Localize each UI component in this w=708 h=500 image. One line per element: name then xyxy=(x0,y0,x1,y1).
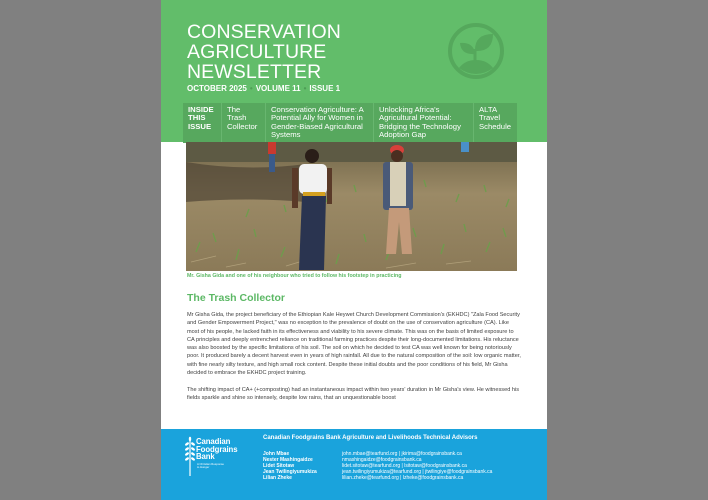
newsletter-title xyxy=(187,22,341,82)
toc-item-alta-travel[interactable]: ALTA Travel Schedule xyxy=(479,105,512,131)
title-line-1: CONSERVATION xyxy=(187,21,341,43)
title-line-2: AGRICULTURE xyxy=(187,41,327,63)
org-name-line: Canadian xyxy=(196,437,231,446)
photo-caption: Mr. Gisha Gida and one of his neighbour who tried to follow his footstep in practicing xyxy=(187,273,402,279)
advisors-list xyxy=(263,451,492,481)
title-line-3: NEWSLETTER xyxy=(187,61,322,83)
advisor-email[interactable]: john.mbae@tearfund.org | jkirima@foodgrainsbank.ca xyxy=(342,451,462,457)
article-paragraph: The shifting impact of CA+ (+composting) had an instantaneous impact within two years' duration in Mr Gisha's view. He witnessed his fields sparkle and shine so intensely, despite low rains, that an unquestionable boost xyxy=(187,386,520,402)
advisor-row xyxy=(263,475,492,481)
tagline-line: A Christian Response xyxy=(197,462,224,466)
org-name-line: Foodgrains xyxy=(196,444,238,454)
tagline-line: to Hunger xyxy=(197,465,210,470)
advisor-email[interactable]: lilian.zheke@tearfund.org | lzheke@foodgrainsbank.ca xyxy=(342,475,464,482)
issue-info xyxy=(187,84,340,93)
seedling-icon xyxy=(447,22,505,80)
foodgrains-bank-tagline xyxy=(197,463,224,469)
advisor-name: Lidet Sitotaw xyxy=(263,463,295,470)
article-body xyxy=(187,311,522,411)
wheat-icon xyxy=(183,436,197,476)
toc-item-trash-collector[interactable]: The Trash Collector xyxy=(222,103,266,143)
issue-number: ISSUE 1 xyxy=(309,84,341,93)
foodgrains-bank-logo xyxy=(183,436,253,482)
toc-heading: INSIDE THIS ISSUE xyxy=(183,103,222,143)
separator-dot: • xyxy=(303,84,307,93)
advisor-name: Lilian Zheke xyxy=(263,475,292,482)
separator-dot: • xyxy=(249,84,253,93)
advisor-name: Nester Mashingaidze xyxy=(263,457,313,464)
advisors-heading: Canadian Foodgrains Bank Agriculture and Livelihoods Technical Advisors xyxy=(263,435,478,441)
newsletter-page xyxy=(161,0,547,500)
table-of-contents xyxy=(183,103,517,143)
foodgrains-bank-name xyxy=(196,438,237,461)
advisor-name: John Mbae xyxy=(263,451,290,457)
issue-date: OCTOBER 2025 xyxy=(187,84,247,93)
advisor-email[interactable]: lidet.sitotaw@tearfund.org | lsitotaw@foodgrainsbank.ca xyxy=(342,463,467,470)
article-photo xyxy=(186,142,517,271)
toc-item-ca-women[interactable]: Conservation Agriculture: A Potential Ally for Women in Gender-Biased Agricultural Systems xyxy=(266,103,374,143)
footer xyxy=(161,429,547,500)
org-name-line: Bank xyxy=(196,452,215,462)
toc-item-unlocking-africa[interactable]: Unlocking Africa's Agricultural Potential: Bridging the Technology Adoption Gap xyxy=(374,103,474,143)
issue-volume: VOLUME 11 xyxy=(255,84,301,93)
advisor-email[interactable]: jean.twilingiyumukiza@tearfund.org | jtwilingiye@foodgrainsbank.ca xyxy=(342,469,493,476)
article-paragraph: Mr Gisha Gida, the project beneficiary of the Ethiopian Kale Heywet Church Development Commission's (EKHDC) "Zala Food Security and Gender Empowerment Project," was no exception to the prevalence of doubt on the use of conservation agriculture (CA). Like most of his people, he lacked faith in its effectiveness and viability to his severe climate. This was on the basis of limited exposure to CA principles and deeply entrenched reliance on traditional farming practices despite their long-documented limitations. His reluctance was also boosted by the specific limitations of his soil. The soil on which he decided to test CA was well known for being notoriously poor. It produced barely a decent harvest even in years of high rainfall. All due to the natural composition of the soil: low organic matter, with fine nearly silty texture, and high small rock content. Despite these initial doubts and the poor conditions of his field, Mr Gisha decided to embrace the EKHDC project training. xyxy=(187,312,521,377)
advisor-name: Jean Twilingiyumukiza xyxy=(263,469,317,476)
masthead xyxy=(161,0,547,142)
advisor-email[interactable]: nmashingaidze@foodgrainsbank.ca xyxy=(342,457,422,464)
article-title: The Trash Collector xyxy=(187,292,286,304)
